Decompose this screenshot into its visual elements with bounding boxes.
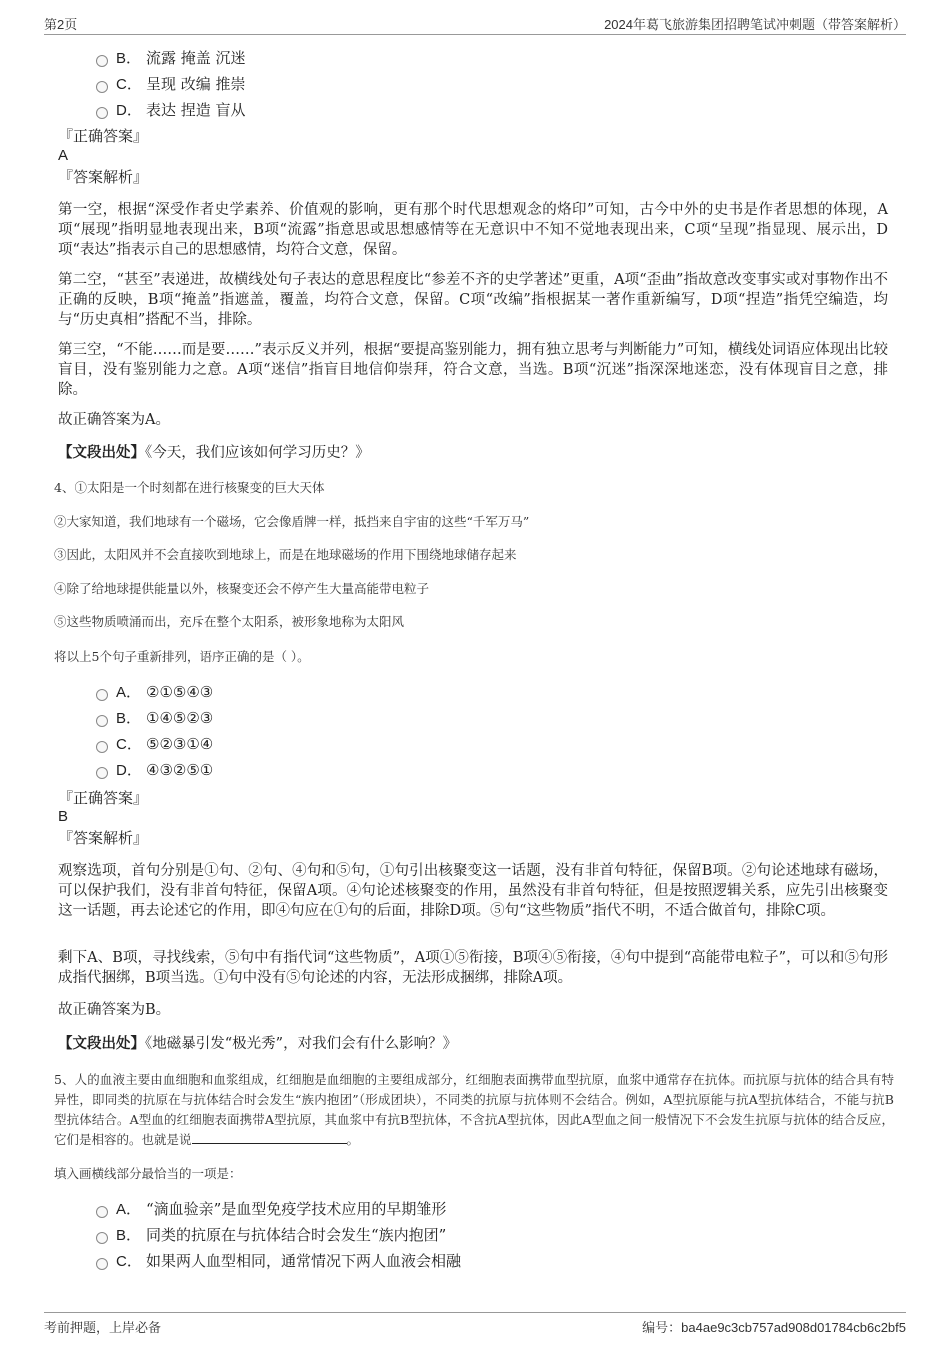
q4-option-b[interactable]: B． ①④⑤②③ bbox=[96, 708, 213, 728]
q3-conclusion: 故正确答案为A。 bbox=[58, 412, 170, 428]
answer-blank bbox=[192, 1131, 347, 1144]
document-code: 编号：ba4ae9c3cb757ad908d01784cb6c2bf5 bbox=[642, 1320, 906, 1336]
radio-icon[interactable] bbox=[96, 81, 108, 93]
q3-option-c[interactable]: C． 呈现 改编 推崇 bbox=[96, 74, 246, 94]
q4-option-a[interactable]: A． ②①⑤④③ bbox=[96, 682, 213, 702]
q5-prompt: 填入画横线部分最恰当的一项是： bbox=[54, 1166, 242, 1181]
q4-analysis-paragraph-2: 剩下A、B项，寻找线索，⑤句中有指代词“这些物质”，A项①⑤衔接，B项④⑤衔接，④句中提到“高能带电粒子”，可以和⑤句形成指代捆绑，B项当选。①句中没有⑤句论述的内容，无法形成捆绑，排除A项。 bbox=[58, 950, 888, 986]
q5-option-b[interactable]: B． 同类的抗原在与抗体结合时会发生“族内抱团” bbox=[96, 1225, 446, 1245]
q4-sentence-2: ②大家知道，我们地球有一个磁场，它会像盾牌一样，抵挡来自宇宙的这些“千军万马” bbox=[54, 514, 530, 529]
q4-sentence-5: ⑤这些物质喷涌而出，充斥在整个太阳系，被形象地称为太阳风 bbox=[54, 614, 405, 629]
q3-answer: A bbox=[58, 147, 69, 164]
page-header bbox=[44, 10, 906, 35]
radio-icon[interactable] bbox=[96, 107, 108, 119]
q4-source: 【文段出处】《地磁暴引发“极光秀”，对我们会有什么影响？》 bbox=[58, 1035, 458, 1052]
page-number: 第2页 bbox=[44, 17, 78, 32]
q4-option-d[interactable]: D． ④③②⑤① bbox=[96, 760, 213, 780]
page-footer bbox=[44, 1312, 906, 1336]
q4-analysis-label: 『答案解析』 bbox=[58, 829, 149, 847]
q3-answer-label: 『正确答案』 bbox=[58, 127, 149, 145]
q3-analysis-paragraph-1: 第一空，根据“深受作者史学素养、价值观的影响，更有那个时代思想观念的烙印”可知，古今中外的史书是作者思想的体现，A项“展现”指明显地表现出来，B项“流露”指意思或思想感情等在无意识中不知不觉地表现出来，C项“呈现”指显现、展示出，D项“表达”指表示自己的思想感情，均符合文意，保留。 bbox=[58, 202, 888, 258]
radio-icon[interactable] bbox=[96, 689, 108, 701]
q4-sentence-1: 4、①太阳是一个时刻都在进行核聚变的巨大天体 bbox=[54, 480, 325, 495]
q4-prompt: 将以上5个句子重新排列，语序正确的是（ ）。 bbox=[54, 649, 310, 664]
radio-icon[interactable] bbox=[96, 1258, 108, 1270]
radio-icon[interactable] bbox=[96, 767, 108, 779]
q3-analysis-label: 『答案解析』 bbox=[58, 168, 149, 186]
q4-option-c[interactable]: C． ⑤②③①④ bbox=[96, 734, 213, 754]
radio-icon[interactable] bbox=[96, 55, 108, 67]
radio-icon[interactable] bbox=[96, 715, 108, 727]
q4-analysis-paragraph-1: 观察选项，首句分别是①句、②句、④句和⑤句，①句引出核聚变这一话题，没有非首句特征，保留B项。②句论述地球有磁场，可以保护我们，没有非首句特征，保留A项。④句论述核聚变的作用，虽然没有非首句特征，但是按照逻辑关系，应先引出核聚变这一话题，再去论述它的作用，即④句应在①句的后面，排除D项。⑤句“这些物质”指代不明，不适合做首句，排除C项。 bbox=[58, 863, 888, 919]
q3-analysis-paragraph-2: 第二空，“甚至”表递进，故横线处句子表达的意思程度比“参差不齐的史学著述”更重，A项“歪曲”指故意改变事实或对事物作出不正确的反映，B项“掩盖”指遮盖，覆盖，均符合文意，保留。C项“改编”指根据某一著作重新编写，D项“捏造”指凭空编造，均与“历史真相”搭配不当，排除。 bbox=[58, 272, 888, 328]
q4-sentence-3: ③因此，太阳风并不会直接吹到地球上，而是在地球磁场的作用下围绕地球储存起来 bbox=[54, 547, 517, 562]
q4-conclusion: 故正确答案为B。 bbox=[58, 1002, 171, 1018]
footer-slogan: 考前押题，上岸必备 bbox=[44, 1321, 162, 1336]
q5-option-c[interactable]: C． 如果两人血型相同，通常情况下两人血液会相融 bbox=[96, 1251, 461, 1271]
q3-analysis-paragraph-3: 第三空，“不能……而是要……”表示反义并列，根据“要提高鉴别能力，拥有独立思考与判断能力”可知，横线处词语应体现出比较盲目，没有鉴别能力之意。A项“迷信”指盲目地信仰崇拜，符合文意，当选。B项“沉迷”指深深地迷恋，没有体现盲目之意，排除。 bbox=[58, 342, 888, 398]
q4-answer: B bbox=[58, 808, 69, 825]
q4-sentence-4: ④除了给地球提供能量以外，核聚变还会不停产生大量高能带电粒子 bbox=[54, 581, 430, 596]
q3-option-b[interactable]: B． 流露 掩盖 沉迷 bbox=[96, 48, 246, 68]
radio-icon[interactable] bbox=[96, 741, 108, 753]
q4-answer-label: 『正确答案』 bbox=[58, 789, 149, 807]
q3-source: 【文段出处】《今天，我们应该如何学习历史？》 bbox=[58, 444, 370, 461]
radio-icon[interactable] bbox=[96, 1232, 108, 1244]
radio-icon[interactable] bbox=[96, 1206, 108, 1218]
q5-option-a[interactable]: A． “滴血验亲”是血型免疫学技术应用的早期雏形 bbox=[96, 1199, 446, 1219]
q3-option-d[interactable]: D． 表达 捏造 盲从 bbox=[96, 100, 246, 120]
q5-stem: 5、人的血液主要由血细胞和血浆组成，红细胞是血细胞的主要组成部分，红细胞表面携带血型抗原，血浆中通常存在抗体。而抗原与抗体的结合具有特异性，即同类的抗原在与抗体结合时会发生“族内抱团”（形成团块），不同类的抗原与抗体则不会结合。例如，A型抗原能与抗A型抗体结合，不能与抗B型抗体结合。A型血的红细胞表面携带A型抗原，其血浆中有抗B型抗体，不含抗A型抗体，因此A型血之间一般情况下不会发生抗原与抗体的结合反应，它们是相容的。也就是说 。 bbox=[54, 1072, 894, 1147]
document-title: 2024年葛飞旅游集团招聘笔试冲刺题（带答案解析） bbox=[604, 17, 906, 32]
